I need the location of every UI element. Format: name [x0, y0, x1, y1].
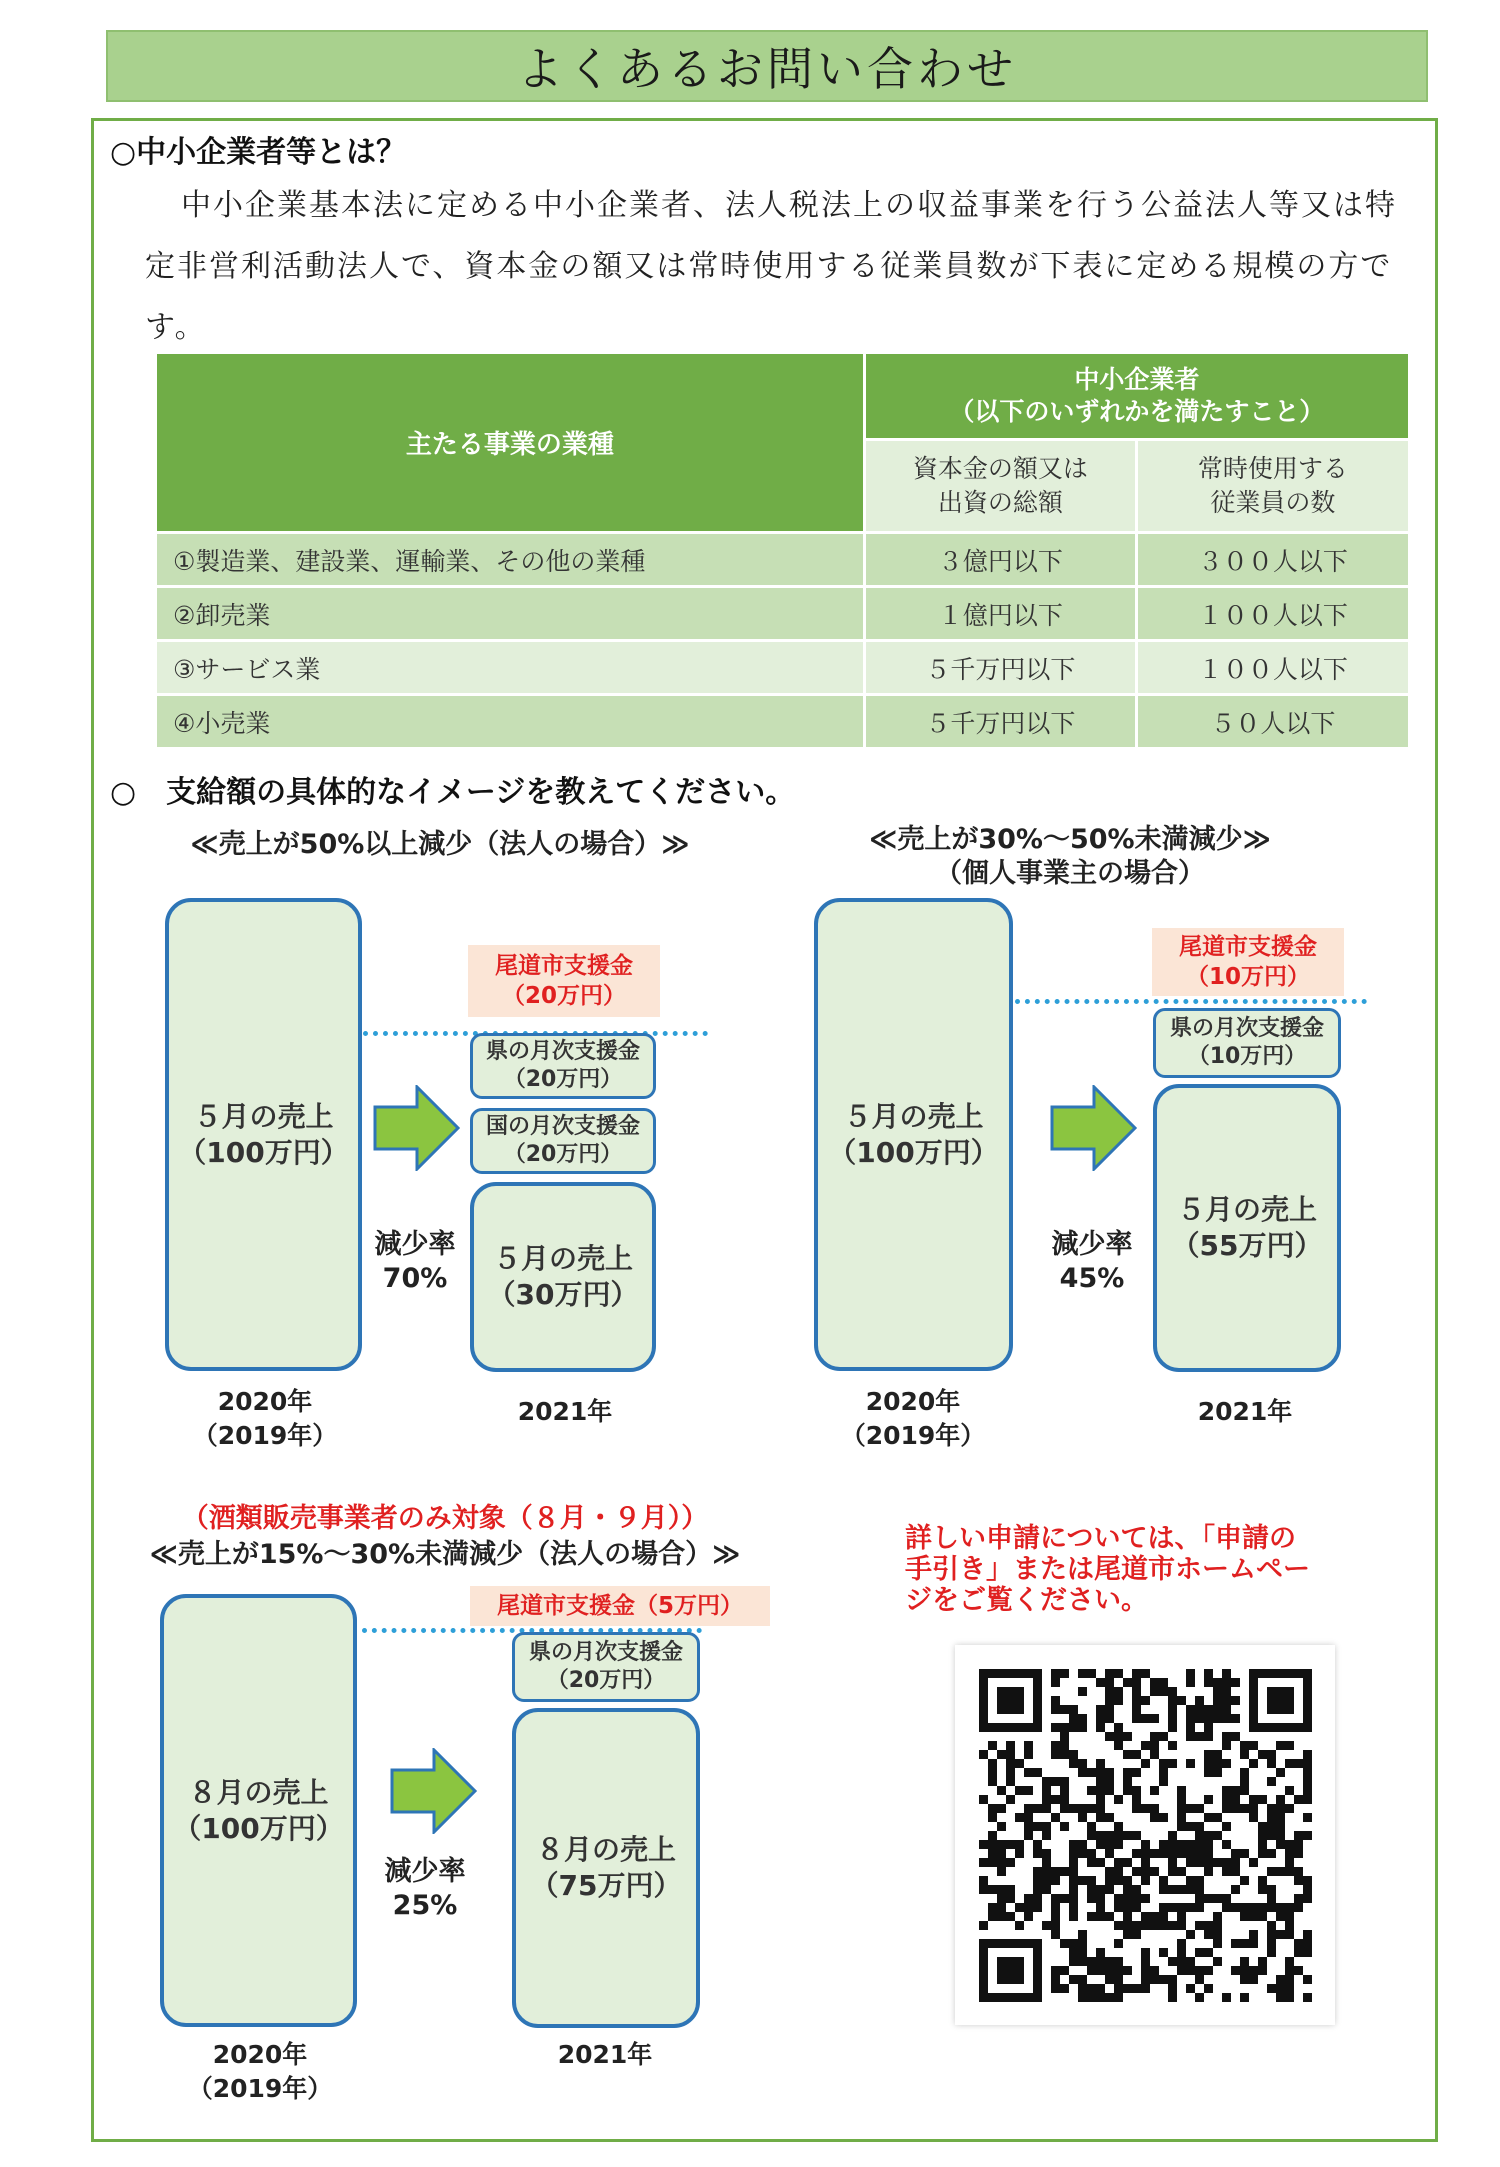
ex3-rate-label: 減少率: [384, 1856, 466, 1887]
group-header: [864, 353, 1409, 440]
ex1-prev-sales-line1: ５月の売上: [193, 1099, 334, 1133]
ex1-prev-year: [180, 1385, 350, 1453]
q2-heading: ○ 支給額の具体的なイメージを教えてください。: [110, 775, 796, 810]
ex2-prev-year-line1: 2020年: [865, 1387, 961, 1416]
ex3-pref-line1: 県の月次支援金: [528, 1640, 683, 1665]
col-employees-line2: 従業員の数: [1210, 488, 1336, 517]
ex3-prev-sales-box: [160, 1594, 357, 2027]
ex3-prev-year: [175, 2038, 345, 2106]
ex1-prev-sales-line2: （100万円）: [178, 1135, 349, 1169]
ex2-rate-label: 減少率: [1051, 1229, 1133, 1260]
ex1-nat-line1: 国の月次支援金: [485, 1114, 640, 1139]
row-capital: ３億円以下: [864, 533, 1136, 587]
ex1-pref-line2: （20万円）: [503, 1067, 623, 1092]
col-employees-header: [1136, 440, 1409, 533]
ex3-prev-sales-line2: （100万円）: [173, 1811, 344, 1845]
ex1-city-support: [468, 945, 660, 1017]
row-capital: ５千万円以下: [864, 695, 1136, 749]
ex1-cur-year: 2021年: [517, 1397, 613, 1426]
ex3-rate: [375, 1855, 475, 1923]
ex3-prev-sales-line1: ８月の売上: [188, 1775, 329, 1809]
ex3-note: （酒類販売事業者のみ対象（８月・９月））: [181, 1503, 709, 1534]
row-employees: ５０人以下: [1136, 695, 1409, 749]
ex1-pref-line1: 県の月次支援金: [485, 1039, 640, 1064]
ex2-rate-value: 45%: [1059, 1263, 1125, 1294]
row-capital: １億円以下: [864, 587, 1136, 641]
ex1-cur-sales-box: [470, 1182, 656, 1372]
ex1-city-line1: 尾道市支援金: [495, 953, 633, 979]
ex2-cur-sales-box: [1153, 1084, 1341, 1372]
row-employees: １００人以下: [1136, 587, 1409, 641]
table-row: [156, 695, 1410, 749]
ex2-cur-year: 2021年: [1197, 1397, 1293, 1426]
ex3-pref-line2: （20万円）: [546, 1668, 666, 1693]
info-line3: ジをご覧ください。: [905, 1585, 1148, 1616]
ex2-arrow-icon: [1050, 1085, 1137, 1171]
q1-heading: ○中小企業者等とは？: [110, 135, 407, 170]
ex1-prev-year-line2: （2019年）: [192, 1421, 338, 1450]
q1-body: 中小企業基本法に定める中小企業者、法人税法上の収益事業を行う公益法人等又は特定非営利活動法人で、資本金の額又は常時使用する従業員数が下表に定める規模の方です。: [145, 188, 1397, 345]
col-capital-line1: 資本金の額又は: [912, 454, 1088, 483]
row-industry: ③サービス業: [156, 641, 865, 695]
ex1-rate-value: 70%: [382, 1263, 448, 1294]
ex1-rate-label: 減少率: [374, 1229, 456, 1260]
ex2-city-support: [1152, 928, 1344, 996]
ex3-prev-year-line2: （2019年）: [187, 2074, 333, 2103]
info-line2: 手引き」または尾道市ホームペー: [905, 1554, 1310, 1585]
ex1-cur-sales-line2: （30万円）: [487, 1278, 639, 1311]
ex2-prev-sales-line2: （100万円）: [828, 1135, 999, 1169]
col-employees-line1: 常時使用する: [1197, 454, 1348, 483]
row-industry: ①製造業、建設業、運輸業、その他の業種: [156, 533, 865, 587]
ex2-rate: [1042, 1228, 1142, 1296]
ex2-prev-year-line2: （2019年）: [840, 1421, 986, 1450]
ex2-pref-line2: （10万円）: [1187, 1044, 1307, 1069]
row-employees: １００人以下: [1136, 641, 1409, 695]
col-industry-header: 主たる事業の業種: [156, 353, 865, 533]
ex2-title-line2: （個人事業主の場合）: [935, 858, 1205, 889]
ex1-title: ≪売上が50%以上減少（法人の場合）≫: [190, 829, 690, 860]
row-industry: ④小売業: [156, 695, 865, 749]
ex2-city-line2: （10万円）: [1185, 964, 1310, 990]
ex2-cur-sales-line2: （55万円）: [1171, 1229, 1323, 1262]
ex2-title: [840, 823, 1300, 891]
ex2-pref-line1: 県の月次支援金: [1169, 1016, 1324, 1041]
qr-code[interactable]: [955, 1645, 1335, 2025]
ex1-pref-support-box: [470, 1033, 656, 1099]
ex3-cur-sales-line2: （75万円）: [530, 1869, 682, 1902]
sme-definition-table: [154, 351, 1411, 750]
table-row: [156, 587, 1410, 641]
page-title-text: よくあるお問い合わせ: [517, 42, 1017, 96]
ex1-prev-sales-box: [165, 898, 362, 1371]
application-info: [905, 1523, 1365, 1616]
ex1-rate: [365, 1228, 465, 1296]
group-header-line1: 中小企業者: [1074, 365, 1200, 394]
ex2-title-line1: ≪売上が30%～50%未満減少≫: [869, 824, 1271, 855]
ex3-city-support: 尾道市支援金（5万円）: [470, 1586, 770, 1626]
ex2-city-line1: 尾道市支援金: [1179, 934, 1317, 960]
ex1-nat-line2: （20万円）: [503, 1142, 623, 1167]
ex2-prev-sales-line1: ５月の売上: [843, 1099, 984, 1133]
ex3-arrow-icon: [390, 1748, 477, 1834]
group-header-line2: （以下のいずれかを満たすこと）: [949, 397, 1325, 426]
row-industry: ②卸売業: [156, 587, 865, 641]
ex1-arrow-icon: [373, 1085, 460, 1171]
ex3-cur-sales-box: [512, 1708, 700, 2028]
ex2-cur-sales-line1: ５月の売上: [1176, 1193, 1317, 1226]
row-employees: ３００人以下: [1136, 533, 1409, 587]
ex3-cur-year: 2021年: [557, 2040, 653, 2069]
ex2-pref-support-box: [1153, 1008, 1341, 1078]
ex3-rate-value: 25%: [392, 1890, 458, 1921]
table-row: [156, 641, 1410, 695]
col-capital-line2: 出資の総額: [937, 488, 1063, 517]
ex1-cur-sales-line1: ５月の売上: [492, 1242, 633, 1275]
table-row: [156, 533, 1410, 587]
ex3-pref-support-box: [512, 1632, 700, 1702]
info-line1: 詳しい申請については、「申請の: [905, 1523, 1296, 1554]
ex3-prev-year-line1: 2020年: [212, 2040, 308, 2069]
ex1-nat-support-box: [470, 1108, 656, 1174]
ex1-prev-year-line1: 2020年: [217, 1387, 313, 1416]
ex3-title: ≪売上が15%～30%未満減少（法人の場合）≫: [149, 1539, 741, 1570]
col-capital-header: [864, 440, 1136, 533]
ex2-prev-year: [828, 1385, 998, 1453]
ex2-prev-sales-box: [814, 898, 1013, 1371]
ex1-city-line2: （20万円）: [501, 983, 626, 1009]
ex2-baseline-dotted: [1015, 999, 1367, 1004]
page-title: [106, 30, 1428, 102]
ex3-cur-sales-line1: ８月の売上: [535, 1833, 676, 1866]
row-capital: ５千万円以下: [864, 641, 1136, 695]
qr-code-icon: [955, 1645, 1335, 2025]
